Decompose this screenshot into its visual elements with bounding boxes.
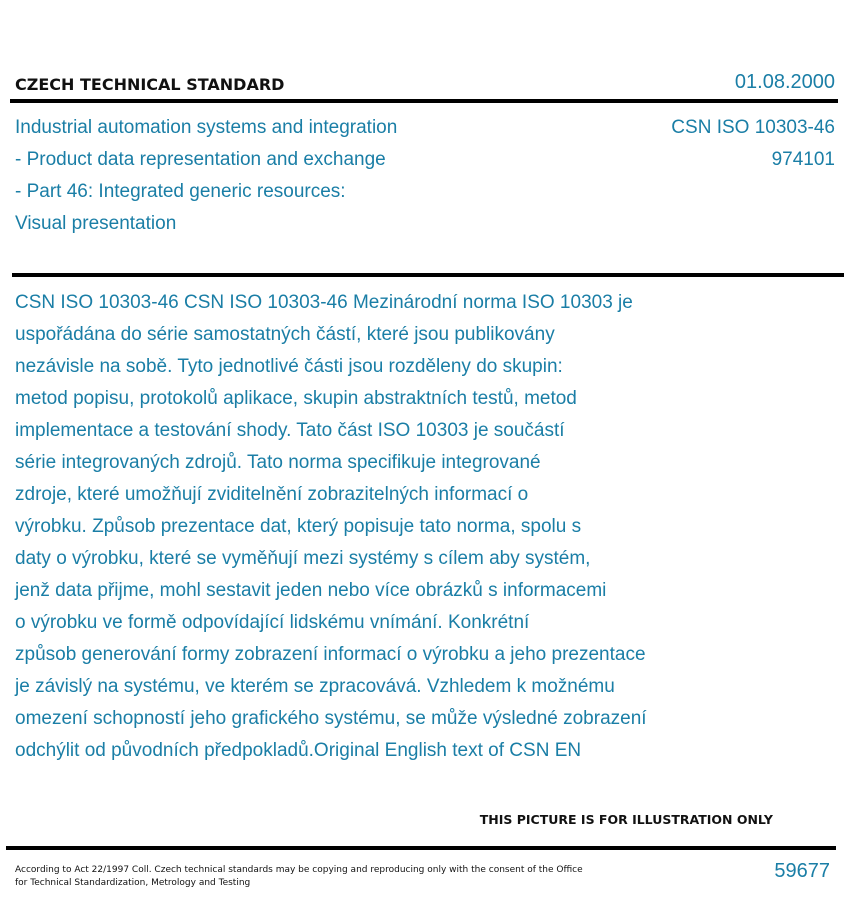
body-line: série integrovaných zdrojů. Tato norma specifikuje integrované [15, 452, 541, 473]
title-line-4: Visual presentation [15, 213, 177, 234]
body-line: daty o výrobku, které se vyměňují mezi systémy s cílem aby systém, [15, 548, 591, 569]
body-line: nezávisle na sobě. Tyto jednotlivé části jsou rozděleny do skupin: [15, 356, 563, 377]
standard-code: CSN ISO 10303-46 [671, 117, 835, 138]
body-line: zdroje, které umožňují zviditelnění zobrazitelných informací o [15, 484, 529, 505]
class-number: 974101 [771, 149, 835, 170]
illustration-disclaimer: THIS PICTURE IS FOR ILLUSTRATION ONLY [479, 812, 773, 827]
title-line-1: Industrial automation systems and integration [15, 117, 398, 138]
title-line-2: - Product data representation and exchange [15, 149, 386, 170]
copyright-note-line-1: According to Act 22/1997 Coll. Czech technical standards may be copying and reproducing only with the consent of the Office [15, 865, 583, 875]
header-rule [10, 99, 838, 103]
body-line: jenž data přijme, mohl sestavit jeden nebo více obrázků s informacemi [15, 580, 607, 601]
publication-date: 01.08.2000 [734, 71, 835, 93]
body-line: způsob generování formy zobrazení informací o výrobku a jeho prezentace [15, 644, 646, 665]
footer-rule [6, 846, 836, 850]
document-type-label: CZECH TECHNICAL STANDARD [15, 75, 285, 94]
document-number: 59677 [774, 860, 830, 882]
body-line: je závislý na systému, ve kterém se zpracovává. Vzhledem k možnému [15, 676, 615, 697]
body-line: výrobku. Způsob prezentace dat, který popisuje tato norma, spolu s [15, 516, 582, 537]
body-line: uspořádána do série samostatných částí, které jsou publikovány [15, 324, 555, 345]
body-line: odchýlit od původních předpokladů.Original English text of CSN EN [15, 740, 582, 761]
body-line: implementace a testování shody. Tato část ISO 10303 je součástí [15, 420, 565, 441]
copyright-note-line-2: for Technical Standardization, Metrology and Testing [15, 878, 251, 888]
title-line-3: - Part 46: Integrated generic resources: [15, 181, 346, 202]
body-line: CSN ISO 10303-46 CSN ISO 10303-46 Mezinárodní norma ISO 10303 je [15, 292, 633, 313]
body-line: metod popisu, protokolů aplikace, skupin abstraktních testů, metod [15, 388, 577, 409]
body-line: omezení schopností jeho grafického systému, se může výsledné zobrazení [15, 708, 647, 729]
body-line: o výrobku ve formě odpovídající lidskému vnímání. Konkrétní [15, 612, 530, 633]
title-rule [12, 273, 844, 277]
